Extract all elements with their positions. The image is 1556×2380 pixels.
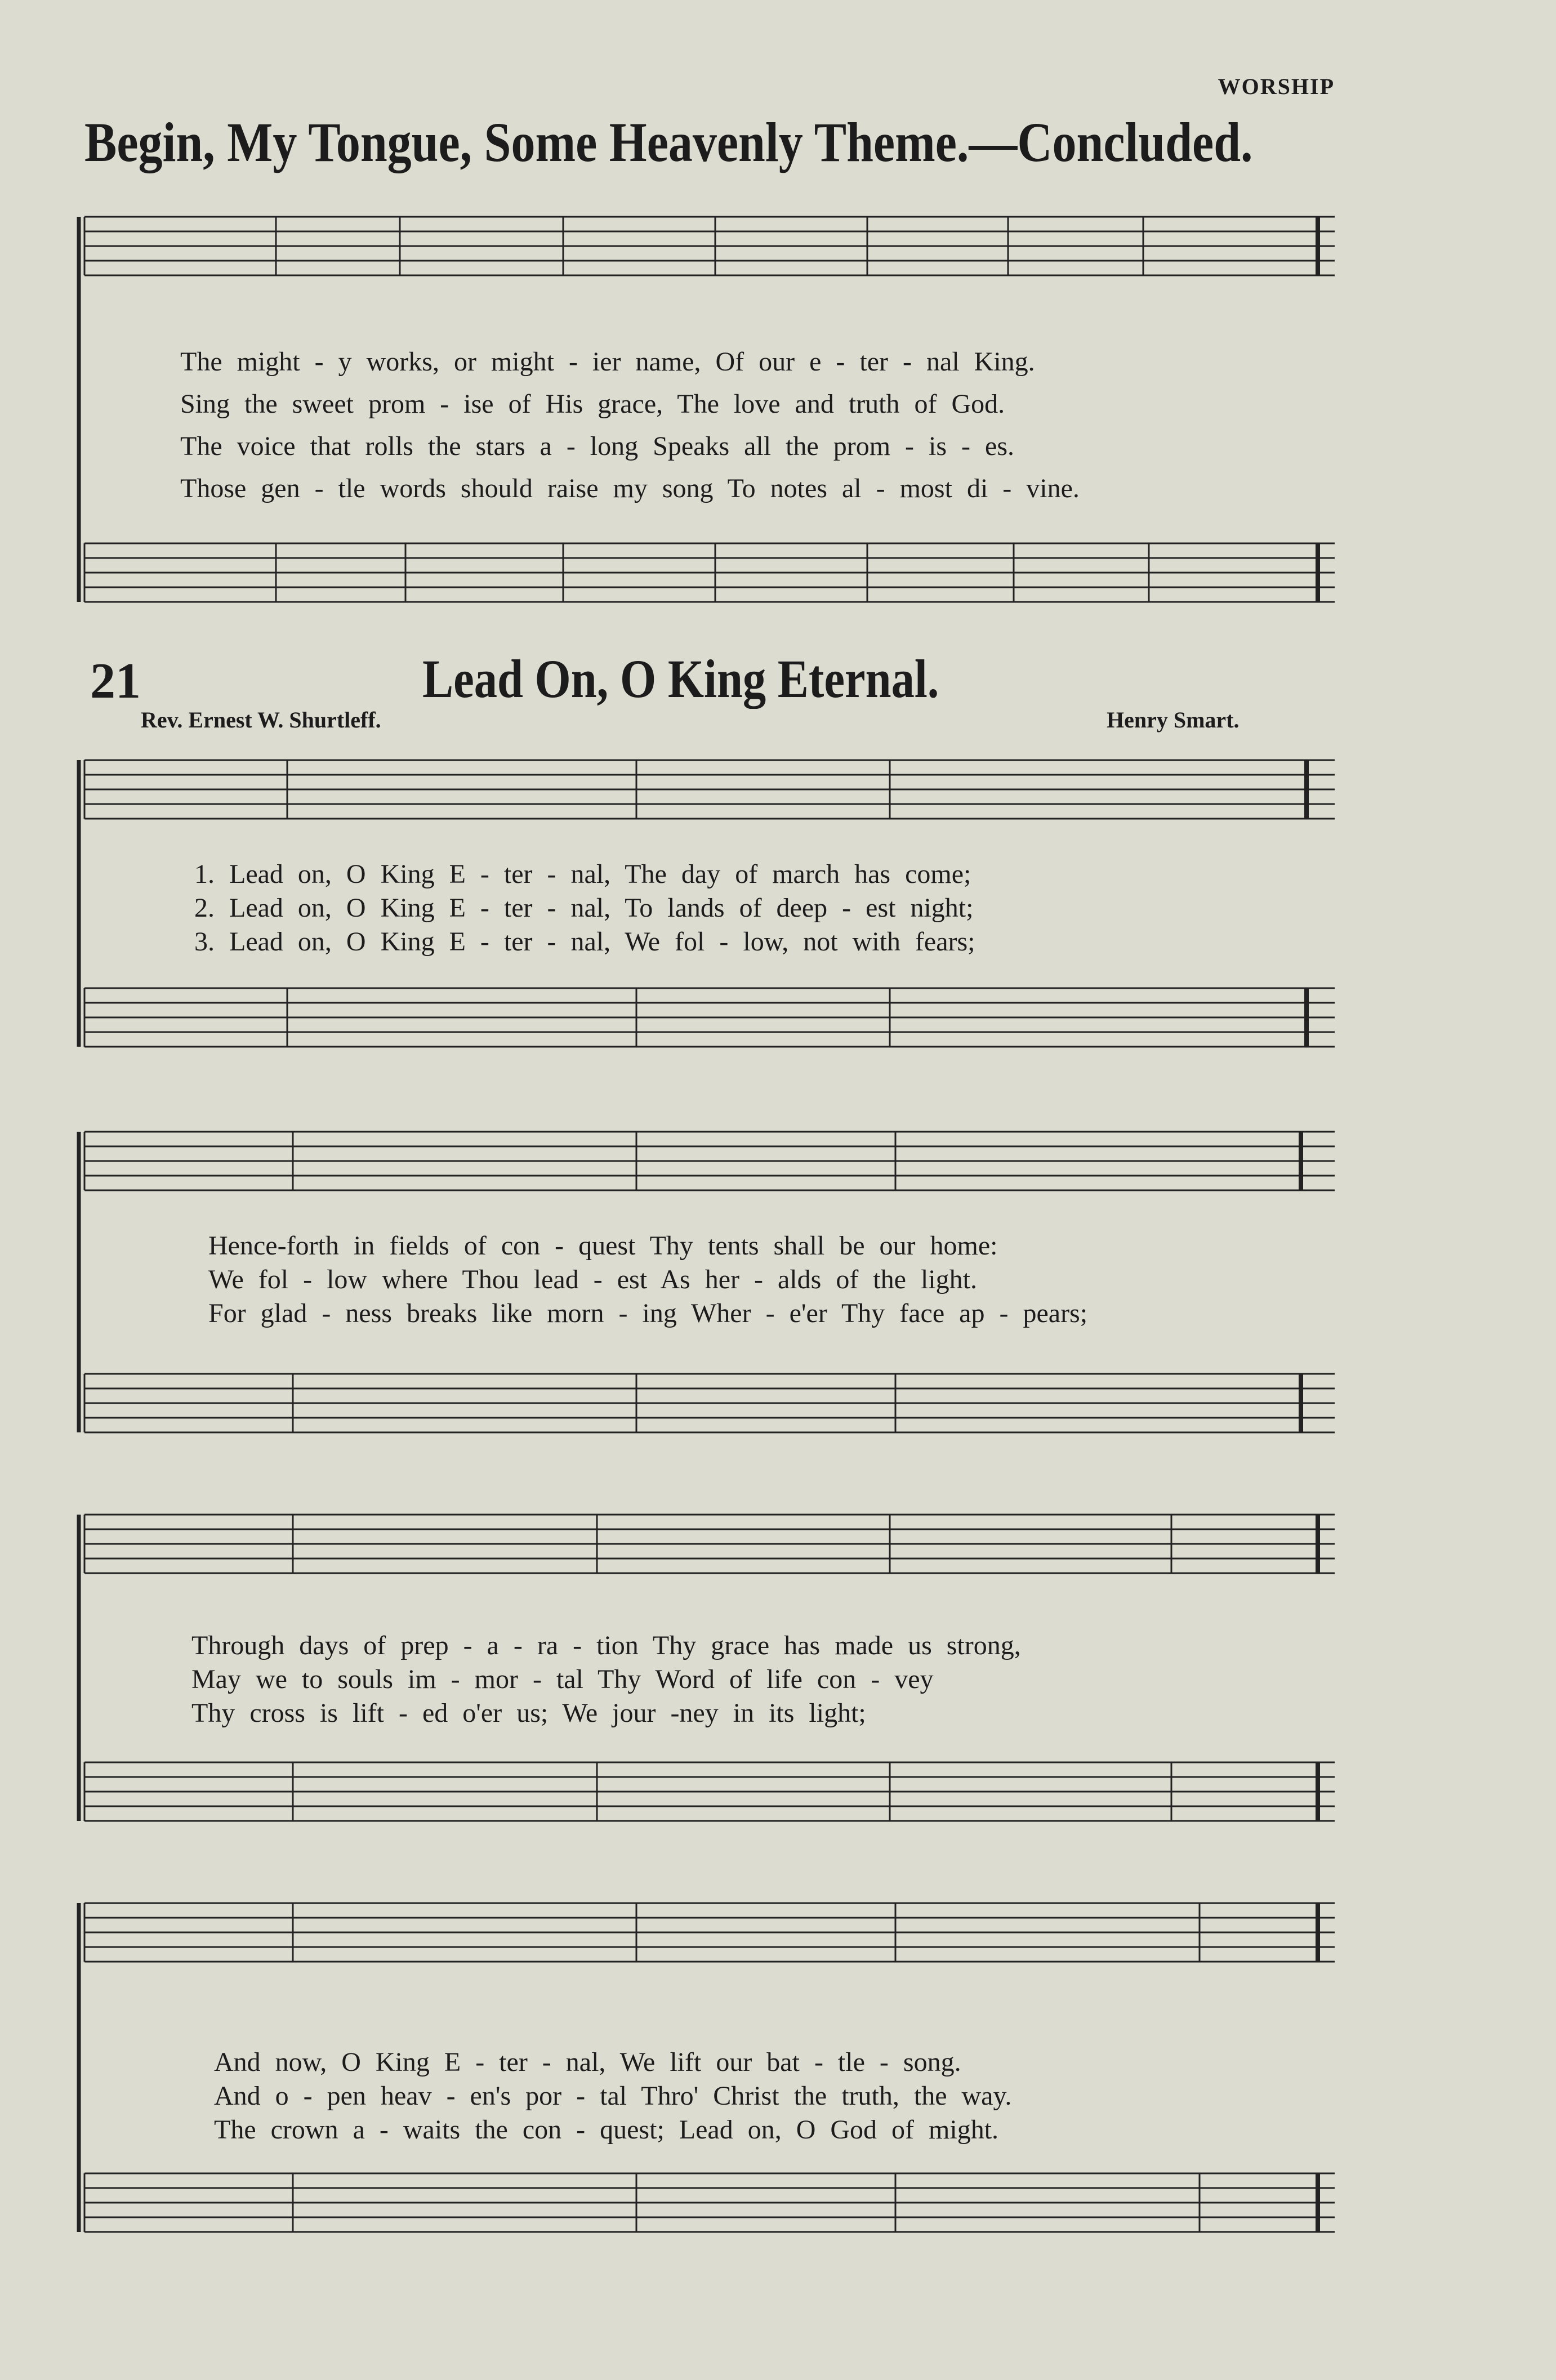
top-verse-3: The voice that rolls the stars a - long Speaks all the prom - is - es. <box>180 431 1015 461</box>
system1-line1: 1. Lead on, O King E - ter - nal, The day of march has come; <box>194 859 971 889</box>
system2-bass-staff <box>84 1374 1335 1432</box>
hymn-number: 21 <box>90 653 141 709</box>
top-verse-4: Those gen - tle words should raise my song To notes al - most di - vine. <box>180 474 1080 503</box>
system1-line3: 3. Lead on, O King E - ter - nal, We fol - low, not with fears; <box>194 927 975 957</box>
system4-line3: The crown a - waits the con - quest; Lead on, O God of might. <box>214 2115 999 2145</box>
top-treble-staff <box>84 217 1335 275</box>
system4-treble-staff <box>84 1903 1335 1962</box>
system2-line1: Hence-forth in fields of con - quest Thy tents shall be our home: <box>208 1231 998 1261</box>
section-label: WORSHIP <box>1218 74 1335 99</box>
hymn-top-title: Begin, My Tongue, Some Heavenly Theme.—Concluded. <box>84 111 1253 173</box>
system3-line1: Through days of prep - a - ra - tion Thy grace has made us strong, <box>191 1631 1021 1660</box>
hymn-title: Lead On, O King Eternal. <box>422 649 939 709</box>
system2-line2: We fol - low where Thou lead - est As her - alds of the light. <box>208 1265 977 1294</box>
system4-line2: And o - pen heav - en's por - tal Thro' Christ the truth, the way. <box>214 2081 1012 2111</box>
hymn-author: Rev. Ernest W. Shurtleff. <box>141 707 381 733</box>
system2-line3: For glad - ness breaks like morn - ing Wher - e'er Thy face ap - pears; <box>208 1298 1088 1328</box>
system3-bass-staff <box>84 1762 1335 1821</box>
system2-treble-staff <box>84 1132 1335 1190</box>
system4-bass-staff <box>84 2173 1335 2232</box>
system3-line3: Thy cross is lift - ed o'er us; We jour -ney in its light; <box>191 1698 866 1728</box>
system1-bass-staff <box>84 988 1335 1047</box>
top-verse-2: Sing the sweet prom - ise of His grace, The love and truth of God. <box>180 389 1005 419</box>
system1-treble-staff <box>84 760 1335 819</box>
system3-line2: May we to souls im - mor - tal Thy Word of life con - vey <box>191 1664 934 1694</box>
system4-line1: And now, O King E - ter - nal, We lift our bat - tle - song. <box>214 2047 961 2077</box>
system3-treble-staff <box>84 1515 1335 1573</box>
hymn-composer: Henry Smart. <box>1107 707 1240 733</box>
system1-line2: 2. Lead on, O King E - ter - nal, To lands of deep - est night; <box>194 893 974 923</box>
top-bass-staff <box>84 543 1335 602</box>
top-verse-1: The might - y works, or might - ier name, Of our e - ter - nal King. <box>180 347 1035 377</box>
